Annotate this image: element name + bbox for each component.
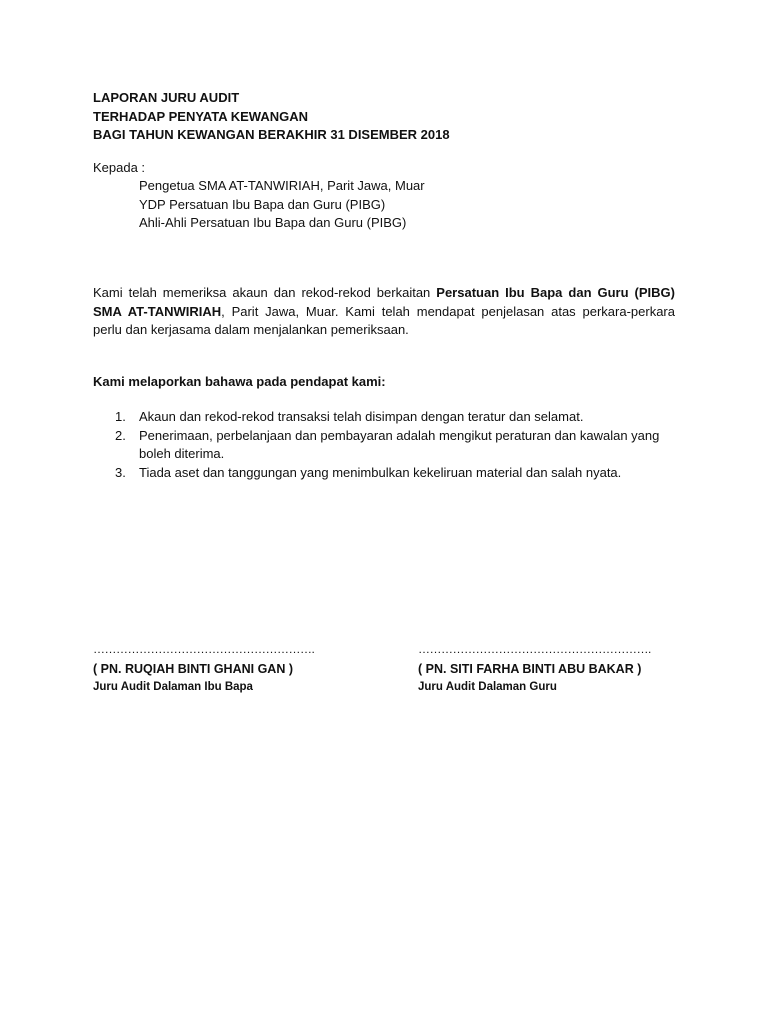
- findings-list: [93, 408, 675, 482]
- recipient-1: Pengetua SMA AT-TANWIRIAH, Parit Jawa, Muar: [139, 178, 425, 193]
- list-item-text: Tiada aset dan tanggungan yang menimbulkan kekeliruan material dan salah nyata.: [139, 464, 622, 480]
- list-item: [93, 408, 675, 427]
- list-item-number: 1.: [115, 409, 126, 424]
- audit-paragraph: [93, 284, 675, 340]
- signatory-name-left: ( PN. RUQIAH BINTI GHANI GAN ): [93, 662, 293, 676]
- list-item-text: Akaun dan rekod-rekod transaksi telah disimpan dengan teratur dan selamat.: [139, 409, 584, 424]
- signature-line-left: ………………………………………………….: [93, 642, 315, 656]
- kepada-label: Kepada :: [93, 160, 146, 175]
- list-item: [93, 427, 675, 464]
- signatory-name-right: ( PN. SITI FARHA BINTI ABU BAKAR ): [418, 662, 642, 676]
- signatory-role-left: Juru Audit Dalaman Ibu Bapa: [93, 681, 253, 693]
- signatory-role-right: Juru Audit Dalaman Guru: [418, 681, 557, 693]
- document-title: [93, 89, 450, 145]
- recipient-2: YDP Persatuan Ibu Bapa dan Guru (PIBG): [139, 196, 386, 212]
- title-line-1: LAPORAN JURU AUDIT: [93, 90, 240, 105]
- title-line-3: BAGI TAHUN KEWANGAN BERAKHIR 31 DISEMBER 2018: [93, 127, 450, 142]
- list-item-number: 2.: [115, 427, 126, 443]
- signature-line-right: …………………………………………………….: [418, 642, 651, 656]
- recipient-list: [139, 177, 425, 233]
- recipient-3: Ahli-Ahli Persatuan Ibu Bapa dan Guru (PIBG): [139, 215, 407, 230]
- signature-block-left: [93, 640, 314, 696]
- paragraph-organization: Persatuan Ibu Bapa dan Guru (PIBG) SMA AT-TANWIRIAH: [93, 285, 675, 319]
- list-item: [93, 464, 675, 483]
- paragraph-text-1: Kami telah memeriksa akaun dan rekod-rekod berkaitan: [93, 285, 437, 300]
- title-line-2: TERHADAP PENYATA KEWANGAN: [93, 108, 309, 124]
- list-item-number: 3.: [115, 464, 126, 480]
- paragraph-text-2: , Parit Jawa, Muar. Kami telah mendapat penjelasan atas perkara-perkara perlu dan kerjasama dalam menjalankan pemeriksaan.: [93, 303, 675, 337]
- signature-block-right: [418, 640, 651, 696]
- list-item-text: Penerimaan, perbelanjaan dan pembayaran adalah mengikut peraturan dan kawalan yang boleh diterima.: [139, 427, 660, 461]
- report-heading: Kami melaporkan bahawa pada pendapat kami:: [93, 374, 386, 389]
